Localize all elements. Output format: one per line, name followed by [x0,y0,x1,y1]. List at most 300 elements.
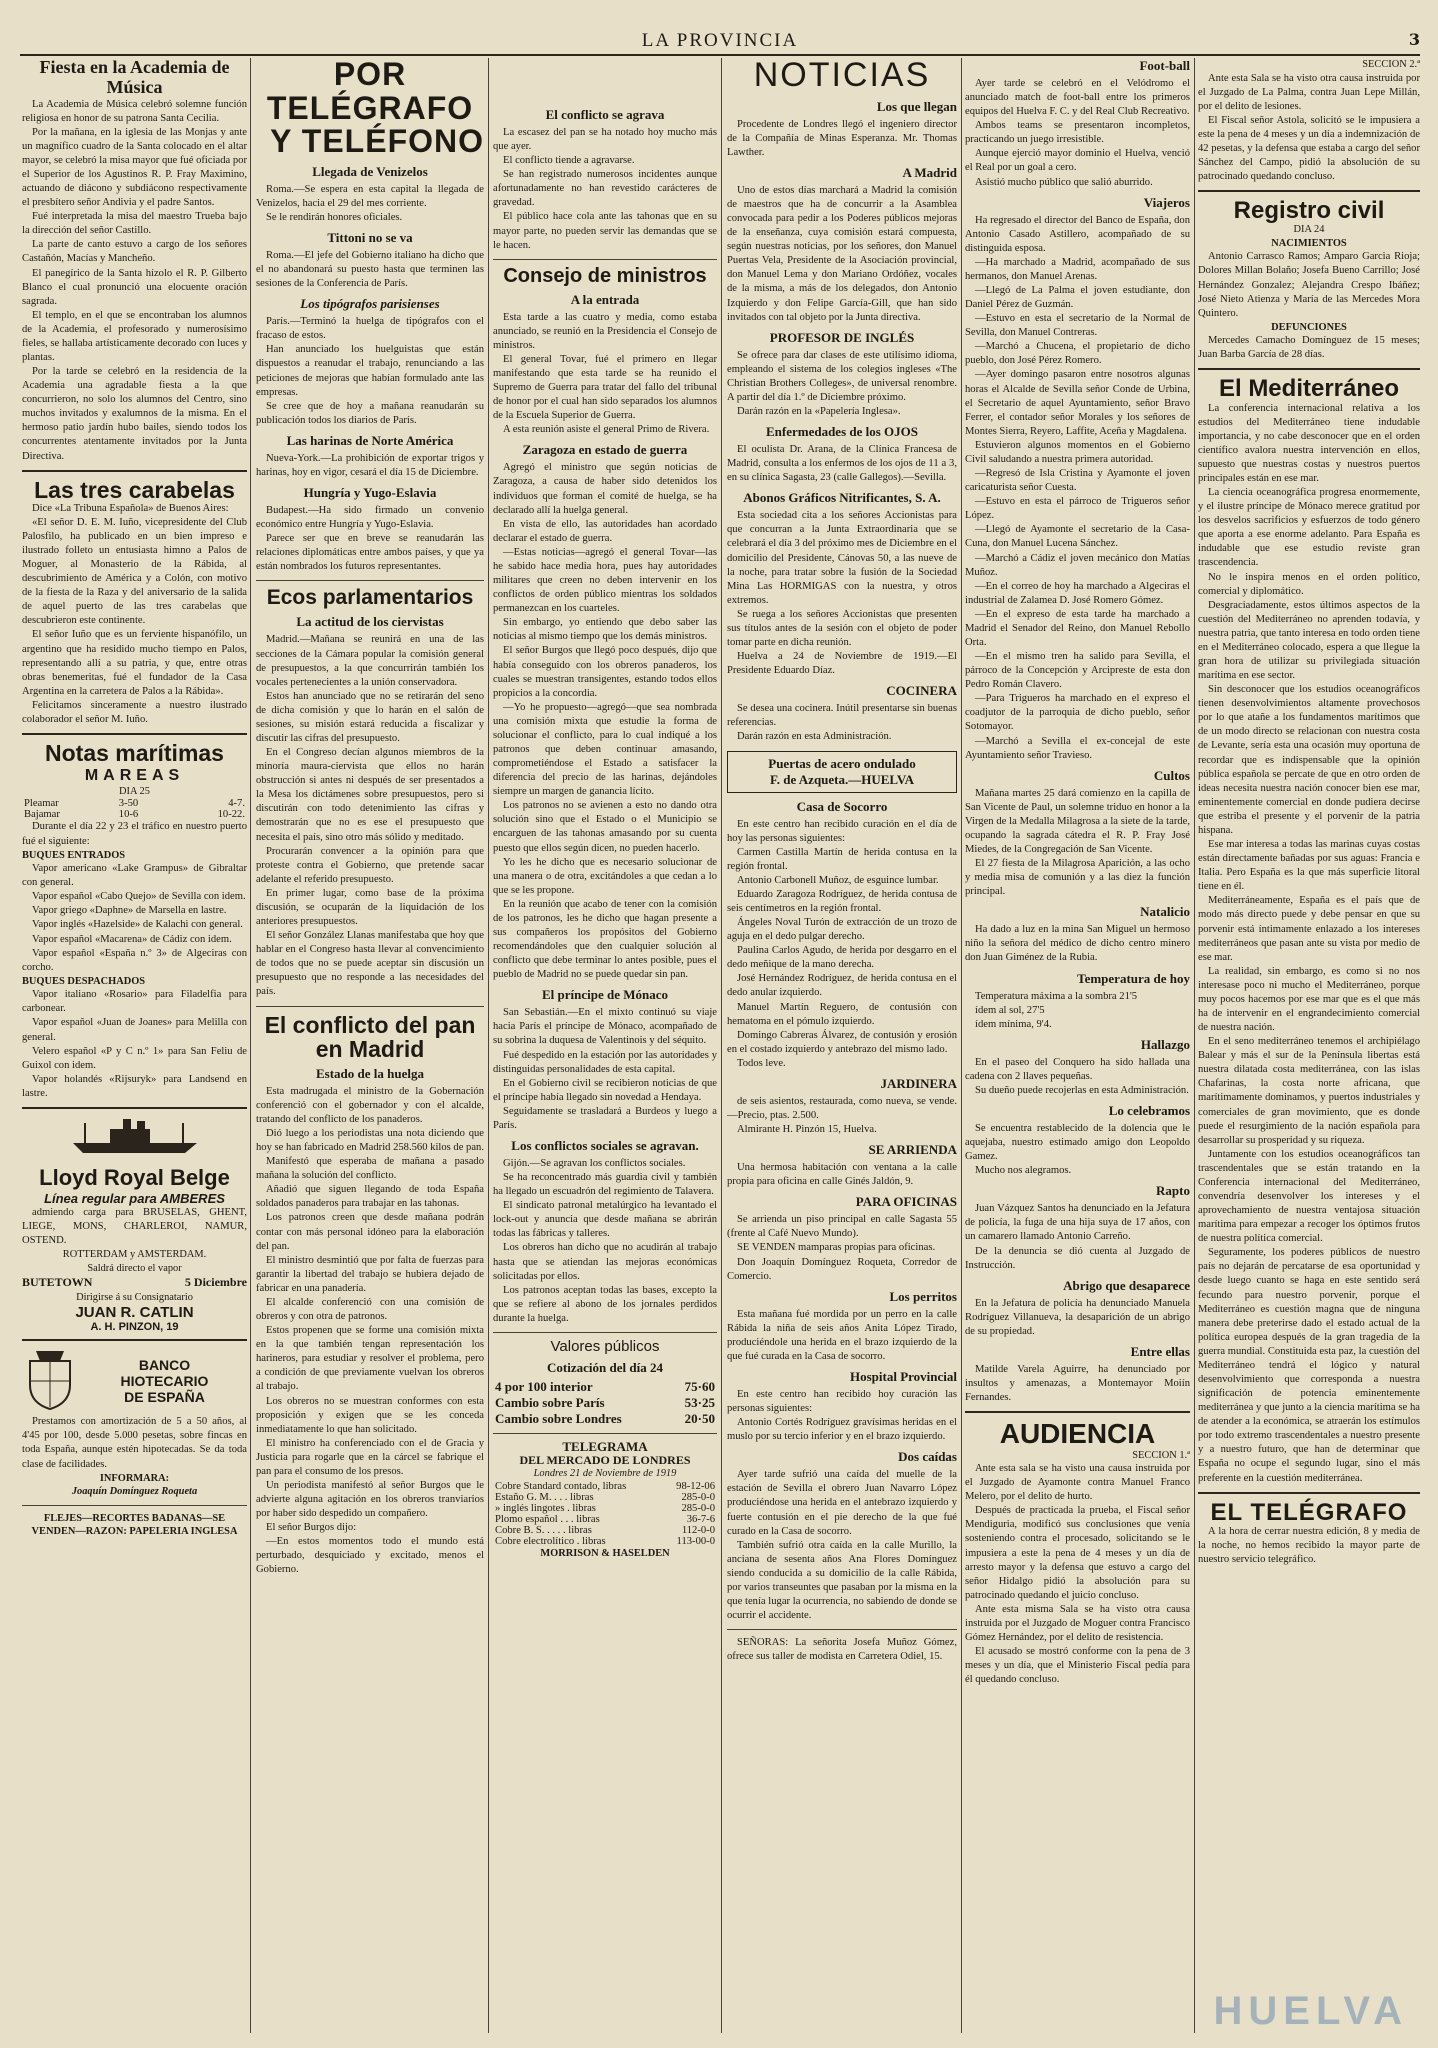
carabelas-paragraph: Felicitamos sinceramente a nuestro ilustrado colaborador el señor M. Iuño. [22,699,247,725]
table-cell: Cambio sobre Londres [495,1410,622,1426]
notas-headline: Notas marítimas [45,740,224,767]
sociales-paragraph: Los patronos aceptan todas las bases, excepto la que se refiere al abono de los jornales perdidos durante la huelga. [493,1284,717,1324]
hospital-heading: Hospital Provincial [849,1369,957,1384]
tittoni-paragraph: Roma.—El jefe del Gobierno italiano ha dicho que el no abandonará su puesto hasta que terminen las sesiones de la Conferencia de París. [256,250,484,290]
defunciones-paragraph: Mercedes Camacho Domínguez de 15 meses; Juan Barba García de 28 días. [1198,335,1420,361]
table-cell: Cobre B. S. . . . . libras [495,1524,592,1536]
list-item: Vapor italiano «Rosario» para Filadelfia para carbonear. [22,989,247,1015]
tipografos-paragraph: París.—Terminó la huelga de tipógrafos con el fracaso de estos. [256,316,484,342]
abonos-paragraph: Huelva a 24 de Noviembre de 1919.—El Presidente Eduardo Díaz. [727,651,957,677]
table-cell: 4 por 100 interior [495,1378,593,1394]
mareas-table [22,798,247,820]
banco-ad [22,1347,247,1415]
list-item: —En el correo de hoy ha marchado a Algeciras el industrial de Zalamea D. José Romero Gómez. [965,580,1190,606]
socorro-paragraph: Manuel Martín Reguero, de contusión con hematoma en el pómulo izquierdo. [727,1001,957,1027]
agrava-paragraph: La escasez del pan se ha notado hoy mucho más que ayer. [493,127,717,153]
huelga-paragraph: Esta madrugada el ministro de la Gobernación conferenció con el gobernador y con el alcalde, tratando del conflicto de los panaderos. [256,1085,484,1125]
huelga-paragraph: El ministro ha conferenciado con el de Gracia y Justicia para rogarle que en la cárcel se fabrique el pan para el consumo de los presos. [256,1437,484,1477]
table-cell: 113-00-0 [676,1535,715,1547]
table-cell: 75·60 [684,1378,715,1394]
column-3 [493,58,717,2033]
rapto-heading: Rapto [1156,1183,1190,1199]
quellegan-heading: Los que llegan [876,98,957,114]
ciervistas-paragraph: Estos han anunciado que no se retirarán del seno de dicha comisión y que lo harán en el salón de sesiones, su misión estará reducida a fiscalizar y discutir las cifras del presupuesto. [256,690,484,745]
mediterraneo-paragraph: Desgraciadamente, estos últimos aspectos de la cuestión del Mediterráneo no aprenden todavía, y nuestra patria, que tanto interesa en todo orden tiene en el Mediterráneo colocado, espera a que llegue la gran hora de utilizar su privilegiada situación marítima en ese sector. [1198,599,1420,682]
list-item: —En el mismo tren ha salido para Sevilla, el párroco de la Concepción y Arcipreste de esta don Pedro Román Clavero. [965,651,1190,691]
temp-line: Temperatura máxima a la sombra 21'5 [975,990,1138,1002]
mediterraneo-paragraph: En el seno mediterráneo tenemos el archipiélago Balear y más el sur de la Península libertas está nuestra dilatada costa mediterránea, con las islas Chafarinas, la costa norte africana, que marítimamente dominamos, y puertos industriales y comerciales de gran movimiento, que es donde puede el resurgimiento de la nación española para desarrollar su prosperidad y su riqueza. [1198,1036,1420,1146]
lloyd-paragraph: Dirigirse á su Consignatario [76,1291,193,1303]
table-cell: 285-0-0 [681,1491,715,1503]
madrid-paragraph: Uno de estos días marchará a Madrid la comisión de maestros que ha de concurrir a la Asamblea convocada para pedir a los Poderes públicos mejoras de la enseñanza, cuya comisión estará compuesta, según nuestras noticias, por los señores, don Manuel Puertas Vela, Presidente de la Asociación provincial, don Manuel Lema y don Mariano Ordóñez, vocales de la misma, a más de los delegados, don Antonio Izquierdo y don Felipe García-Gill, que han sido invitados con tal objeto por la Junta directiva. [727,184,957,323]
jardinera-paragraph: de seis asientos, restaurada, como nueva, se vende.—Precio, ptas. 2.500. [727,1095,957,1121]
cultos-heading: Cultos [1153,767,1190,783]
entre-paragraph: Matilde Varela Aguirre, ha denunciado por insultos y amenazas, a Montemayor Moiín Fernandes. [965,1363,1190,1404]
caidas-heading: Dos caídas [898,1449,957,1465]
hospital-paragraph: Antonio Cortés Rodríguez gravísimas heridas en el muslo por su tercio inferior y en el brazo izquierdo. [727,1417,957,1443]
huelga-paragraph: Estos propenen que se forme una comisión mixta en la que también tengan representación los harineros, para estudiar y resolver el problema, pero a condición de que previamente vuelvan los obreros al trabajo. [256,1325,484,1393]
entrada-heading: A la entrada [570,291,640,307]
consejo-paragraph: El general Tovar, fué el primero en llegar manifestando que esta tarde se ha reunido el Supremo de Guerra para tratar del fallo del tribunal de honor por el cual han sido separados los alumnos de la Escuela Superior de Guerra. [493,353,717,422]
sociales-heading: Los conflictos sociales se agravan. [511,1138,699,1153]
sociales-paragraph: Los obreros han dicho que no acudirán al trabajo hasta que se atiendan las mejoras económicas solicitadas por ellos. [493,1242,717,1282]
cultos-paragraph: El 27 fiesta de la Milagrosa Aparición, a las ocho y media misa de comunión y a las diez la función principal. [965,858,1190,898]
temp-line: ídem al sol, 27'5 [975,1004,1045,1016]
mediterraneo-headline: El Mediterráneo [1218,375,1400,403]
table-row [493,1492,717,1503]
venizelos-paragraph: Roma.—Se espera en esta capital la llegada de Venizelos, hacia el 29 del mes corriente. [256,183,484,209]
ciervistas-paragraph: El señor González Llanas manifestaba que hoy que hablar en el Congreso hasta llevar al convencimiento de todos que no se puede aceptar sin discusión un presupuesto que no responde a las necesidades del país. [256,930,484,998]
agrava-paragraph: El público hace cola ante las tahonas que en su mayor parte, no pueden servir las demandas que se le hacen. [493,211,717,251]
list-item: Estuvieron algunos momentos en el Gobierno Civil saludando a nuestra primera autoridad. [965,439,1190,465]
entrados-heading: BUQUES ENTRADOS [22,849,126,861]
zaragoza-paragraph: —Estas noticias—agregó el general Tovar—las he sabido hace media hora, pues hay autoridades militares que creen no deben intervenir en los conflictos de orden público mientras los soldados permanezcan en los cuarteles. [493,546,717,615]
jardinera-heading: JARDINERA [880,1075,957,1091]
socorro-paragraph: Todos leve. [737,1057,786,1069]
mediterraneo-paragraph: Mediterráneamente, España es el país que de modo más directo puede y debe pensar en que su porvenir está íntimamente enlazado a los intereses mediterráneos que pasan ante su vista por medio de ese mar. [1198,895,1420,963]
valores-table [493,1379,717,1427]
monaco-paragraph: En el Gobierno civil se recibieron noticias de que el príncipe había llegado sin novedad a Hendaya. [493,1077,717,1103]
abonos-paragraph: Esta sociedad cita a los señores Accionistas para que concurran a la Junta Extraordinaria que se celebrará el día 3 del próximo mes de Diciembre en el domicilio del Presidente, Cánovas 50, a las nueve de la noche, para tratar sobre la fusión de la Sociedad Mina Las HORMIGAS con la nuestra, y otros extremos. [727,510,957,606]
table-cell: Pleamar [24,798,59,810]
zaragoza-paragraph: En vista de ello, las autoridades han acordado declarar el estado de guerra. [493,518,717,544]
column-6 [1198,58,1420,2033]
table-cell: 10-22. [217,809,245,821]
oficinas-paragraph: Don Joaquín Domínguez Roqueta, Corredor de Comercio. [727,1256,957,1282]
caidas-paragraph: Ayer tarde sufrió una caída del muelle de la estación de Sevilla el obrero Juan Navarro López produciéndose una herida en el antebrazo izquierdo y fuerte contusión en el pie derecho de la que fué curado en la Casa de socorro. [727,1469,957,1537]
foot-paragraph: Ayer tarde se celebró en el Velódromo el anunciado match de foot-ball entre los primeros equipos del Huelva F. C. y del Real Club Recreativo. [965,78,1190,118]
list-item: —Ayer domingo pasaron entre nosotros algunas horas el Alcalde de Sevilla señor Conde de Urbina, el Secretario de aquel Ayuntamiento, señor Bravo Ferrer, el contador señor Morales y los señores de Montes Sierra, Reyero, Laffite, Aceña y Magdalena. [965,369,1190,437]
trafico-intro: Durante el día 22 y 23 el tráfico en nuestro puerto fué el siguiente: [22,821,247,847]
flejes-ad: FLEJES—RECORTES BADANAS—SE VENDEN—RAZON: PAPELERIA INGLESA [31,1512,238,1538]
arrienda-paragraph: Una hermosa habitación con ventana a la calle propia para oficina en calle Ginés Jaldón, 9. [727,1162,957,1188]
oficinas-paragraph: SE VENDEN mamparas propias para oficinas. [737,1242,936,1254]
divider [727,1629,957,1630]
table-row [493,1411,717,1427]
tipografos-heading: Los tipógrafos parisienses [300,296,440,312]
quellegan-paragraph: Procedente de Londres llegó el ingeniero director de la Compañía de Minas Esperanza. Mr. Thomas Lawther. [727,118,957,158]
lloyd-date: 5 Diciembre [184,1275,247,1290]
mediterraneo-paragraph: Sin desconocer que los estudios oceanográficos tienen desenvolvimientos altamente provechosos por lo que atañe a los fundamentos marítimos que de un modo directo se relacionan con nuestra costa de Levante, sería esta una ocasión muy oportuna de recordar que es indispensable que la opinión pública española se percate de que en otro orden de ideas necesita nuestra nación conocer bien ese mar, eminentemente comercial en donde pudiera decirse que estriba el presente y el porvenir de la patria hispana. [1198,684,1420,836]
table-row [493,1481,717,1492]
registro-headline: Registro civil [1233,197,1385,225]
madrid-heading: A Madrid [902,164,957,180]
mareas-headline: MAREAS [84,767,185,785]
lloyd-sailing [22,1275,247,1291]
hallazgo-heading: Hallazgo [1140,1036,1190,1052]
oficinas-paragraph: Se arrienda un piso principal en calle Sagasta 55 (frente al Café Nuevo Mundo). [727,1214,957,1240]
ciervistas-heading: La actitud de los ciervistas [296,614,444,630]
socorro-paragraph: En este centro han recibido curación en el día de hoy las personas siguientes: [727,818,957,844]
fiesta-paragraph: El panegírico de la Santa hízolo el R. P. Gilberto Blanco el cual pronunció una elocuente oración sagrada. [22,267,247,307]
valores-heading: Valores públicos [550,1337,660,1355]
temp-line: ídem mínima, 9'4. [975,1018,1052,1030]
hallazgo-paragraph: En el paseo del Conquero ha sido hallada una cadena con 2 llaves pequeñas. [965,1056,1190,1082]
telegrafo-headline: EL TELÉGRAFO [1210,1498,1408,1526]
natalicio-paragraph: Ha dado a luz en la mina San Miguel un hermoso niño la señora del médico de dicho centro minero don Juan Giménez de la Rubia. [965,924,1190,964]
masthead [20,28,1420,56]
huelga-paragraph: Manifestó que esperaba de mañana a pasado mañana la solución del conflicto. [256,1156,484,1182]
mediterraneo-paragraph: La conferencia internacional relativa a los estudios del Mediterráneo tiene indudable importancia, y no cabe desconocer que en el orden científico avalora nuestra intervención en ellos, supuesto que nuestras costas y nuestros puertos principales están en ese mar. [1198,402,1420,484]
table-cell: 20·50 [684,1410,715,1426]
socorro-paragraph: Antonio Carbonell Muñoz, de esguince lumbar. [737,874,939,886]
column-rule [488,58,489,2033]
abonos-paragraph: Se ruega a los señores Accionistas que presenten sus títulos antes de la sesión con el objeto de poder tomar parte en dicha reunión. [727,608,957,649]
sociales-paragraph: El sindicato patronal metalúrgico ha levantado el lock-out y anuncia que desde mañana se abrirán todas las fábricas y talleres. [493,1200,717,1240]
caidas-paragraph: También sufrió otra caída en la calle Murillo, la anciana de sesenta años Ana Flores Domínguez siendo conducida a su domicilio de la calle Rábida, por varios transeuntes que pasaban por la misma en la que tenía lugar la ocurrencia, no sabiendo de donde se ocurrir el accidente. [727,1539,957,1622]
banco-line: DE ESPAÑA [124,1389,205,1406]
socorro-paragraph: Paulina Carlos Agudo, de herida por desgarro en el dedo meñique de la mano derecha. [727,945,957,971]
profesor-heading: PROFESOR DE INGLÉS [769,329,915,345]
divider [22,1339,247,1341]
puertas-line: F. de Azqueta.—HUELVA [770,771,914,787]
list-item: —Estuvo en esta el secretario de la Normal de Sevilla, don Manuel Contreras. [965,313,1190,339]
list-item: Vapor español «Macarena» de Cádiz con idem. [32,933,232,945]
table-cell: Plomo español . . . libras [495,1513,600,1525]
nacimientos-paragraph: Antonio Carrasco Ramos; Amparo Garcia Rioja; Dolores Millan Bolaño; Josefa Bueno Carrillo; José Hernández Gonzalez; Alejandra Crespo Ibáñez; José Nieto Atienza y María de las Mercedes Mora Quintero. [1198,251,1420,319]
audiencia-paragraph: Después de practicada la prueba, el Fiscal señor Mendiguria, modificó sus conclusiones que venía sosteniendo contra el procesado, solicitando se le impusiera a este la pena de 4 meses y un día de arresto mayor y la defensa que estuvo a cargo del señor Hidalgo pidió la absolución para su patrocinado quedando el juicio concluso. [965,1505,1190,1601]
coat-of-arms-icon [22,1347,82,1415]
consejo-paragraph: Esta tarde a las cuatro y media, como estaba anunciado, se reunió en la Presidencia el Consejo de ministros. [493,311,717,351]
zaragoza-heading: Zaragoza en estado de guerra [522,442,688,458]
table-cell: Bajamar [24,809,60,821]
column-2 [256,58,484,2033]
table-cell: 285-0-0 [681,1502,715,1514]
telegrama-date: Londres 21 de Noviembre de 1919 [533,1468,677,1480]
pan-headline: El conflicto del pan en Madrid [264,1011,476,1062]
foot-paragraph: Asistió mucho público que salió aburrido. [975,176,1153,188]
list-item: —En el expreso de esta tarde ha marchado a Madrid el Senador del Reino, don Manuel Rebollo Orta. [965,608,1190,648]
fiesta-paragraph: El templo, en el que se encontraban los alumnos de la Academia, el profesorado y numerosísimo fieles, se hallaba artísticamente decorado con luces y plantas. [22,309,247,363]
lloyd-paragraph: Saldrá directo el vapor [87,1262,182,1274]
list-item: Velero español «P y C n.º 1» para San Feliu de Guixol con idem. [22,1045,247,1071]
registro-day: DIA 24 [1293,224,1325,236]
ciervistas-paragraph: En el Congreso decían algunos miembros de la minoría maura-ciervista que ellos no harán obstrucción si antes ni después de ser presentados a la Mesa los dictámenes sobre presupuestos, pero si discutirán con todo detenimiento las cifras y demostrarán que no es ese el presupuesto que necesita el país, sino otro más sólido y meditado. [256,747,484,843]
banco-informara: INFORMARA: [99,1472,170,1484]
carabelas-paragraph: «El señor D. E. M. Iuño, vicepresidente del Club Palosfilo, ha publicado en un bien impreso e ilustrado folleto un entusiasta himno a Palos de Moguer, al Monasterio de la Rábida, al descubrimiento de América y a Colón, con motivo de la fiesta de la Raza y del aniversario de la salida de aquel puerto de las tres carabelas que descubrieron este continente. [22,516,247,627]
divider [22,733,247,735]
cultos-paragraph: Mañana martes 25 dará comienzo en la capilla de San Vicente de Paul, un solemne triduo en honor a la Virgen de la Medalla Milagrosa a la siete de la tarde, ocupando la sagrada cátedra el R. P. Fray José Miedes, de la Congregación de San Vicente. [965,787,1190,855]
cocinera-paragraph: Darán razón en esta Administración. [737,731,892,743]
zaragoza-paragraph: Los patronos no se avienen a esto no dando otra solución sino que el Estado o el Municipio se encarguen de las tahonas amasando por su cuenta puesto que ellos según dicen, no pueden hacerlo. [493,800,717,854]
banco-line: HIOTECARIO [120,1373,209,1390]
table-row [493,1514,717,1525]
huelga-paragraph: El señor Burgos dijo: [266,1522,357,1534]
audiencia-paragraph: Ante esta misma Sala se ha visto otra causa instruida por el Juzgado de Moguer contra Francisco Gómez Hernández, por el delito de resistencia. [965,1603,1190,1644]
foot-paragraph: Ambos teams se presentaron incompletos, practicando un juego irresistible. [965,120,1190,146]
carabelas-paragraph: Dice «La Tribuna Española» de Buenos Aires: [32,502,229,514]
table-cell: Cobre Standard contado, libras [495,1480,627,1492]
ciervistas-paragraph: En primer lugar, como base de la próxima discusión, se ocuparán de la liquidación de los anteriores presupuestos. [256,887,484,928]
harinas-heading: Las harinas de Norte América [286,432,454,448]
celebramos-paragraph: Se encuentra restablecido de la dolencia que le aquejaba, nuestro estimado amigo don Leopoldo Gamez. [965,1123,1190,1163]
huelga-paragraph: Añadió que siguen llegando de toda España soldados panaderos para trabajar en las tahonas. [256,1184,484,1210]
hospital-paragraph: En este centro han recibido hoy curación las personas siguientes: [727,1389,957,1415]
banco-line: BANCO [138,1357,191,1374]
table-row [493,1525,717,1536]
audiencia-paragraph: Ante esta sala se ha visto una causa instruida por el Juzgado de Ayamonte contra Manuel Franco Melero, por el delito de hurto. [965,1463,1190,1503]
despachados-heading: BUQUES DESPACHADOS [22,975,146,987]
ciervistas-paragraph: Procurarán convencer a la opinión para que proteste contra el Gobierno, que pretende sacar adelante el referido presupuesto. [256,845,484,885]
abonos-heading: Abonos Gráficos Nitrificantes, S. A. [743,490,941,506]
table-cell: 53·25 [684,1394,715,1410]
archive-watermark: HUELVA [1213,1989,1408,2033]
column-rule [250,58,251,2033]
divider [1198,1492,1420,1494]
table-cell: 10-6 [118,809,139,821]
list-item: Vapor inglés «Hazelside» de Kalachi con general. [32,919,243,931]
banco-paragraph: Prestamos con amortización de 5 a 50 años, al 4'45 por 100, desde 5.000 pesetas, sobre fincas en toda España, aunque estén hipotecadas. Se da toda clase de facilidades. [22,1416,247,1470]
table-cell: 4-7. [228,798,245,810]
venizelos-paragraph: Se le rendirán honores oficiales. [266,211,403,223]
table-cell: Cobre electrolítico . libras [495,1535,606,1547]
arrienda-heading: SE ARRIENDA [868,1142,957,1158]
huelga-heading: Estado de la huelga [316,1065,424,1081]
tipografos-paragraph: Han anunciado los huelguistas que están dispuestos a reanudar el trabajo, renunciando a las peticiones de mejoras que habían formulado ante las empresas. [256,344,484,398]
celebramos-heading: Lo celebramos [1108,1103,1190,1118]
defunciones-heading: DEFUNCIONES [1271,321,1347,333]
viajeros-heading: Viajeros [1143,194,1190,210]
mediterraneo-paragraph: Seguramente, los poderes públicos de nuestro país no dejarán de percatarse de esa oportunidad y desde luego cuanto se haga en este sentido será fecundo para nuestro porvenir, porque el Mediterráneo es cuestión magna que de ninguna manera debe preterirse dado el estado actual de la política europea después de la gran tragedia de la guerra mundial. Constituida esta paz, la cuestión del Mediterráneo tendrá el lógico y natural desenvolvimiento que corresponda a nuestra significación de potencia eminentemente mediterránea y que junto a la ciencia marítima se ha de atender a la económica, se atraerán los estímulos por todo extremo trascendentales a nuestro presente y a nuestro futuro, que han de determinar que España no ocupe el segundo lugar, sino el más preferente en la cuestión mediterránea. [1198,1247,1420,1484]
fiesta-paragraph: Fué interpretada la misa del maestro Trueba bajo la dirección del señor Castillo. [22,211,247,237]
lloyd-paragraph: ROTTERDAM y AMSTERDAM. [62,1249,207,1261]
zaragoza-paragraph: Agregó el ministro que según noticias de Zaragoza, a causa de haber sido detenidos los individuos que forman el comité de huelga, se ha declarado allí la huelga general. [493,462,717,516]
ecos-headline: Ecos parlamentarios [266,586,474,610]
tittoni-heading: Tittoni no se va [327,230,413,246]
foot-heading: Foot-ball [1139,58,1190,73]
ciervistas-paragraph: Madrid.—Mañana se reunirá en una de las secciones de la Cámara popular la comisión general de presupuestos, a la que concurrirán también los vocales pertenecientes a la unión conservadora. [256,634,484,688]
lloyd-agent: JUAN R. CATLIN [75,1304,194,1322]
table-row [22,809,247,820]
huelga-paragraph: El ministro desmintió que por falta de fuerzas para garantir la libertad del trabajo se hubiera dejado de fabricar en una panadería. [256,1254,484,1294]
list-item: —Estuvo en esta el párroco de Trigueros señor López. [965,496,1190,522]
list-item: Vapor español «Cabo Quejo» de Sevilla con idem. [32,891,246,903]
puertas-line: Puertas de acero ondulado [768,755,916,771]
cotizacion-heading: Cotización del día 24 [547,1359,663,1375]
list-item: Vapor holandés «Rijsuryk» para Landsend en lastre. [22,1073,247,1099]
divider [256,1006,484,1007]
sociales-paragraph: Se ha reconcentrado más guardia civil y también ha llegado un escuadrón del regimiento de Talavera. [493,1172,717,1198]
divider [965,1411,1190,1413]
column-rule [961,58,962,2033]
seccion2-paragraph: El Fiscal señor Astola, solicitó se le impusiera a este la pena de 4 meses y un día a indemnización de 42 pesetas, y la defensa que estaba a cargo del señor Sánchez del Campo, pidió la absolución de su patrocinado quedando concluso. [1198,114,1420,183]
rapto-paragraph: De la denuncia se dió cuenta al Juzgado de Instrucción. [965,1245,1190,1271]
table-row [493,1503,717,1514]
huelga-paragraph: Los patronos creen que desde mañana podrán contar con más personal idóneo para la elaboración del pan. [256,1212,484,1252]
column-5 [965,58,1190,2033]
telegrafo-paragraph: A la hora de cerrar nuestra edición, 8 y media de la noche, no hemos recibido la mayor parte de nuestro servicio telegráfico. [1198,1525,1420,1565]
page-number: 3 [1408,30,1420,49]
monaco-paragraph: Fué despedido en la estación por las autoridades y distinguidas personalidades de esta capital. [493,1049,717,1075]
monaco-paragraph: Seguidamente se trasladará a Burdeos y luego a París. [493,1105,717,1131]
socorro-paragraph: José Hernández Rodríguez, de herida contusa en el dedo anular izquierdo. [727,973,957,999]
table-row [493,1395,717,1411]
list-item: Vapor español «España n.º 3» de Algeciras con corcho. [22,947,247,973]
huelga-paragraph: Un periodista manifestó al señor Burgos que le advierte alguna agitación en los obreros tranviarios por haber sido despedido un compañero. [256,1479,484,1520]
cocinera-paragraph: Se desea una cocinera. Inútil presentarse sin buenas referencias. [727,703,957,729]
carabelas-paragraph: El señor Iuño que es un ferviente hispanófilo, un argentino que ha residido mucho tiempo en Palos, representando allí a su patria, y que, entre otras obras benemeritas, fué el fundador de la Casa Argentina en la carretera de Palos a la Rábida». [22,629,247,697]
divider [1198,368,1420,370]
zaragoza-paragraph: Sin embargo, yo entiendo que debo saber las noticias al mismo tiempo que los demás ministros. [493,617,717,643]
column-rule [1194,58,1195,2033]
rapto-paragraph: Juan Vázquez Santos ha denunciado en la Jefatura de policía, la fuga de una hija suya de 17 años, con un camarero llamado Antonio Carreño. [965,1203,1190,1243]
huelga-paragraph: Dió luego a los periodistas una nota diciendo que hoy se han fabricado en Madrid 258.560 kilos de pan. [256,1128,484,1154]
temp-heading: Temperatura de hoy [1077,970,1190,986]
oficinas-heading: PARA OFICINAS [855,1194,957,1210]
list-item: Vapor americano «Lake Grampus» de Gibraltar con general. [22,863,247,889]
perritos-heading: Los perritos [889,1288,957,1304]
lloyd-title: Lloyd Royal Belge [39,1164,230,1190]
banco-name: Joaquín Domínguez Roqueta [71,1486,198,1498]
mediterraneo-paragraph: La ciencia oceanográfica progresa enormemente, y el ilustre príncipe de Mónaco merece gratitud por los desvelos sacrificios y esfuerzos de todo género que aporta a ese enorme adelanto. Para España es indudable que ese estudio reviste gran trascendencia. [1198,487,1420,569]
ojos-paragraph: El oculista Dr. Arana, de la Clínica Francesa de Madrid, consulta a los enfermos de los ojos de 11 a 3, en su clínica Sagasta, 23 (calle Gallegos).—Sevilla. [727,444,957,484]
agrava-heading: El conflicto se agrava [545,107,665,122]
list-item: —Regresó de Isla Cristina y Ayamonte el joven caricaturista señor Cuesta. [965,468,1190,494]
lloyd-paragraph: admiendo carga para BRUSELAS, GHENT, LIEGE, MONS, CHARLEROI, NAMUR, OSTEND. [22,1206,247,1247]
table-cell: 98-12-06 [676,1480,715,1492]
divider [256,580,484,581]
lloyd-ship: BUTETOWN [22,1275,93,1290]
list-item: —Llegó de Ayamonte el secretario de la Casa-Cuna, don Manuel Lucena Sánchez. [965,524,1190,550]
sociales-paragraph: Gijón.—Se agravan los conflictos sociales. [503,1158,686,1169]
jardinera-paragraph: Almirante H. Pinzón 15, Huelva. [737,1124,877,1136]
perritos-paragraph: Esta mañana fué mordida por un perro en la calle Rábida la niña de seis años Anita López Tirado, produciéndole una herida en el brazo izquierdo de la que fué curada en la Casa de socorro. [727,1308,957,1362]
list-item: —Marchó a Chucena, el propietario de dicho pueblo, don José Pérez Romero. [965,341,1190,367]
mediterraneo-paragraph: Ese mar interesa a todas las marinas cuyas costas están directamente bañadas por sus aguas: Francia e Italia. Pero España es la que más superficie litoral tiene en él. [1198,839,1420,893]
list-item: —Marchó a Sevilla el ex-concejal de este Ayuntamiento señor Travieso. [965,735,1190,761]
column-4 [727,58,957,2033]
fiesta-headline: Fiesta en la Academia de Música [39,58,230,97]
main-headline-2: Y TELÉFONO [270,123,484,160]
fiesta-paragraph: Por la mañana, en la iglesia de las Monjas y ante un magnífico cuadro de la Santa colocado en el altar mayor, se celebró la misa mayor que fué oficiada por el Superior de los Agustinos R. P. Fray Maximino, actuando de diácono y subdiácono respectivamente el presbítero señor Andivia y el padre Santos. [22,126,247,209]
hallazgo-paragraph: Su dueño puede recojerlas en esta Administración. [975,1084,1189,1096]
main-headline-1: POR TELÉGRAFO [266,58,474,126]
huelga-paragraph: —En estos momentos todo el mundo está perturbado, desquiciado y excitado, menos el Gobierno. [256,1536,484,1576]
column-rule [721,58,722,2033]
list-item: Vapor griego «Daphne» de Marsella en lastre. [32,905,227,917]
tipografos-paragraph: Se cree que de hoy a mañana reanudarán su publicación todos los diarios de París. [256,400,484,426]
socorro-paragraph: Carmen Castilla Martín de herida contusa en la región frontal. [727,846,957,872]
telegrama-heading: DEL MERCADO DE LONDRES [519,1452,691,1467]
table-cell: 3-50 [118,798,139,810]
mareas-day: DIA 25 [119,785,150,797]
divider [1198,190,1420,192]
zaragoza-paragraph: —Yo he propuesto—agregó—que sea nombrada una comisión mixta que estudie la forma de solucionar el conflicto, para lo cual indiqué a los patronos que deben continuar amasando, comprometiéndose el Estado a satisfacer la diferencia del precio de las harinas, dejándoles siempre un margen de ganancia lícito. [493,701,717,798]
huelga-paragraph: El alcalde conferenció con una comisión de obreros y con otra de patronos. [256,1296,484,1323]
divider [22,1505,247,1506]
abrigo-paragraph: En la Jefatura de policía ha denunciado Manuela Rodríguez Villanueva, la desaparición de un abrigo de su propiedad. [965,1297,1190,1337]
nacimientos-heading: NACIMIENTOS [1271,237,1347,249]
divider [493,259,717,260]
mediterraneo-paragraph: Juntamente con los estudios oceanográficos tan trascendentales que se están tratando en la Conferencia internacional del Mediterráneo, convendría desenvolver los intereses y el aprovechamiento de nuestra ventajosa situación marítima para empezar a recoger los óptimos frutos de nuestra política comercial. [1198,1148,1420,1245]
fiesta-paragraph: La parte de canto estuvo a cargo de los señores Castañón, Macías y Mancheño. [22,239,247,265]
table-cell: 36-7-6 [686,1513,715,1525]
agrava-paragraph: El conflicto tiende a agravarse. [503,155,635,167]
socorro-heading: Casa de Socorro [796,798,888,814]
venizelos-heading: Llegada de Venizelos [312,163,428,179]
huelga-paragraph: Los obreros no se muestran conformes con esta proposición y exigen que se les conceda inmediatamente lo que han solicitado. [256,1395,484,1435]
agrava-paragraph: Se han registrado numerosos incidentes aunque afortunadamente no han revestido carácteres de gravedad. [493,169,717,209]
table-row [493,1536,717,1547]
senoras-ad: SEÑORAS: La señorita Josefa Muñoz Gómez, ofrece sus taller de modista en Carretera Odiel, 15. [727,1637,957,1663]
zaragoza-paragraph: En la reunión que acabo de tener con la comisión de los patronos, les he dicho que hagan presente a sus compañeros los propósitos del Gobierno recomendándoles que den cualquier solución al conflicto que debe terminar lo antes posible, pues el pueblo de Madrid no se puede quedar sin pan. [493,898,717,981]
noticias-headline: NOTICIAS [753,58,931,94]
profesor-paragraph: Darán razón en la «Papelería Inglesa». [737,406,901,418]
cocinera-heading: COCINERA [886,683,957,699]
divider [22,1107,247,1109]
fiesta-paragraph: Por la tarde se celebró en la residencia de la Academia una agradable fiesta a la que concurrieron, no solo los alumnos del Centro, sino muchos invitados y exalumnos de la misma. En el hermoso patio jardín hubo bailes, siendo todos los concurrentes atentamente invitados por la Junta Directiva. [22,366,247,462]
lloyd-address: A. H. PINZON, 19 [90,1321,179,1334]
hungria-heading: Hungría y Yugo-Eslavia [303,485,437,501]
table-row [22,798,247,809]
list-item: —Marchó a Cádiz el joven mecánico don Matías Muñoz. [965,552,1190,578]
mediterraneo-paragraph: No le inspira menos en el orden político, comercial y diplomático. [1198,571,1420,597]
socorro-paragraph: Eduardo Zaragoza Rodríguez, de herida contusa de seis centímetros en la región frontal. [727,888,957,914]
monaco-heading: El príncipe de Mónaco [541,987,669,1003]
zaragoza-paragraph: El señor Burgos que llegó poco después, dijo que había conseguido con los obreros panaderos, los cuales se muestran transigentes, estando todos ellos propicios a la concordia. [493,645,717,699]
list-item: —Ha marchado a Madrid, acompañado de sus hermanos, don Manuel Arenas. [965,256,1190,282]
table-row [493,1379,717,1395]
telegrama-sign: MORRISON & HASELDEN [540,1547,670,1559]
table-cell: 112-0-0 [681,1524,715,1536]
puertas-ad [727,751,957,793]
ship-icon [22,1115,247,1159]
profesor-paragraph: Se ofrece para dar clases de este utilísimo idioma, empleando el sistema de los colegios ingleses «The Christian Brothers Colleges», de universal renombre. A partir del día 1.º de Diciembre próximo. [727,349,957,403]
consejo-headline: Consejo de ministros [503,264,707,287]
audiencia-headline: AUDIENCIA [999,1418,1156,1450]
celebramos-paragraph: Mucho nos alegramos. [975,1165,1072,1177]
divider [493,1332,717,1333]
natalicio-heading: Natalicio [1140,904,1190,920]
abrigo-heading: Abrigo que desaparece [1063,1277,1190,1293]
carabelas-headline: Las tres carabelas [34,476,235,503]
telegrama-table [493,1481,717,1547]
ojos-heading: Enfermedades de los OJOS [765,424,919,440]
hungria-paragraph: Budapest.—Ha sido firmado un convenio económico entre Hungría y Yugo-Eslavia. [256,505,484,531]
divider [493,1433,717,1434]
divider [22,470,247,472]
lloyd-line: Línea regular para AMBERES [44,1190,225,1206]
seccion2-heading: SECCION 2.ª [1362,59,1420,70]
seccion1-heading: SECCION 1.ª [1132,1449,1190,1461]
socorro-paragraph: Domingo Cabreras Álvarez, de contusión y erosión en el costado izquierdo y antebrazo del mismo lado. [727,1029,957,1055]
table-cell: Cambio sobre París [495,1394,605,1410]
newspaper-name: LA PROVINCIA [641,30,799,51]
zaragoza-paragraph: Yo les he dicho que es necesario solucionar de una manera o de otra, excitándoles a que cedan a lo que se les propone. [493,856,717,896]
fiesta-paragraph: La Academia de Música celebró solemne función religiosa en honor de su patrona Santa Cecilia. [22,98,247,124]
table-cell: » inglés lingotes . libras [495,1502,596,1514]
hungria-paragraph: Parece ser que en breve se reanudarán las relaciones diplomáticas entre ambos países, y que ya están nombrados los futuros representantes. [256,533,484,573]
